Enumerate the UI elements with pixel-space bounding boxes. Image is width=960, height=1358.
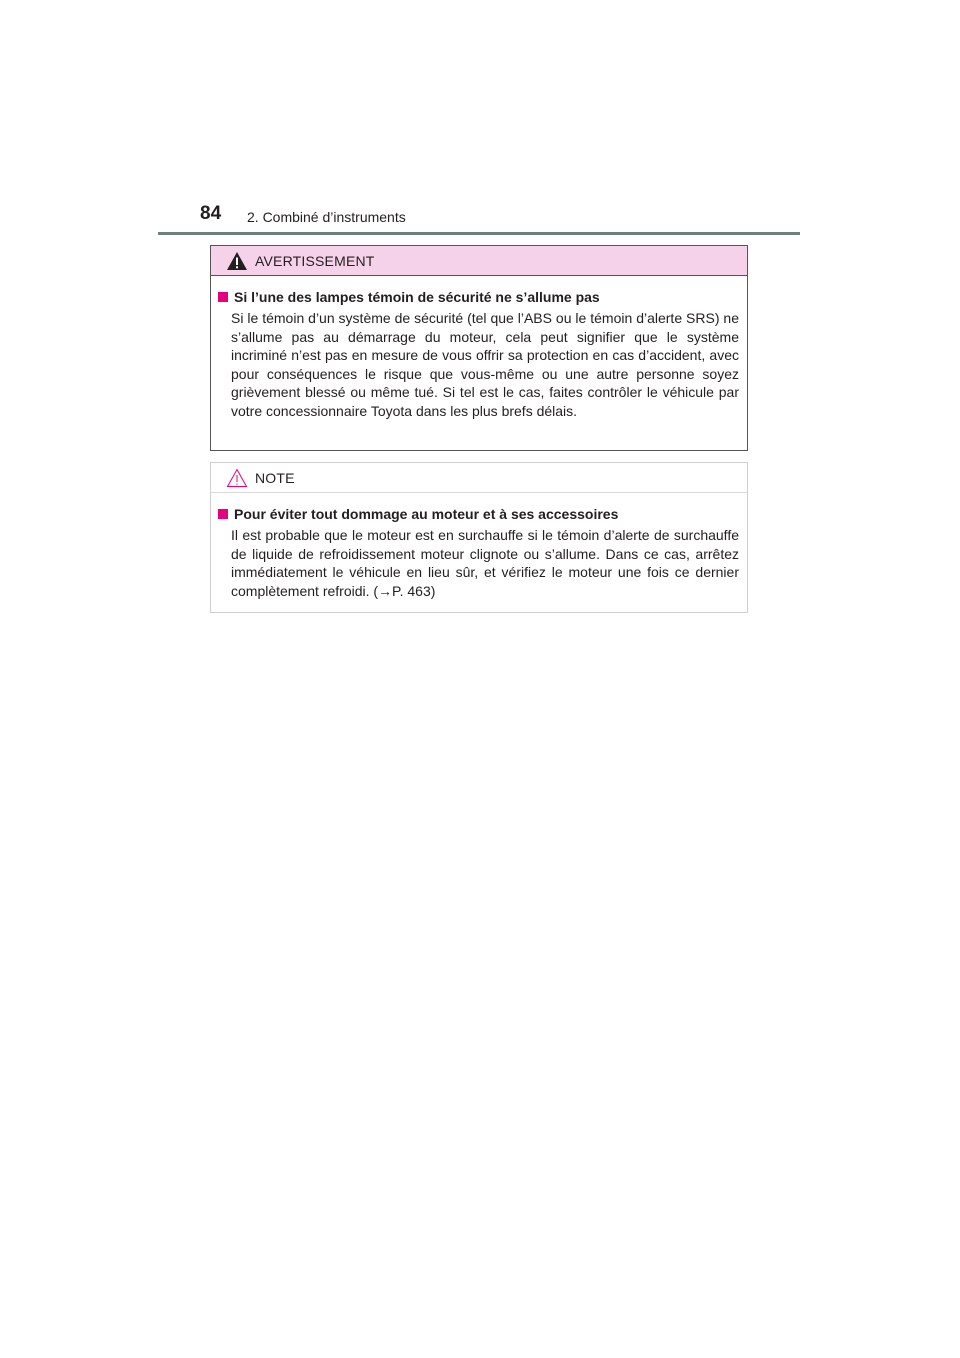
warning-item-text: Si le témoin d’un système de sécurité (tel que l’ABS ou le témoin d’alerte SRS) ne s’allume pas au démarrage du moteur, cela peut signifier que le système incriminé n’est pas en mesure de vous offrir sa protection en cas d’accident, avec pour conséquences le risque que vous-même ou une autre personne soyez grièvement blessé ou même tué. Si tel est le cas, faites contrôler le véhicule par votre concessionnaire Toyota dans les plus brefs délais. bbox=[231, 310, 739, 419]
warning-header bbox=[211, 246, 747, 276]
warning-triangle-icon bbox=[226, 251, 248, 271]
warning-label: AVERTISSEMENT bbox=[255, 252, 375, 269]
section-title: 2. Combiné d’instruments bbox=[247, 209, 406, 225]
caution-triangle-outline-icon bbox=[226, 468, 248, 488]
note-item-title-row bbox=[218, 505, 739, 523]
square-bullet-icon bbox=[218, 292, 228, 302]
page-number: 84 bbox=[200, 203, 222, 224]
warning-item-title-row bbox=[218, 288, 739, 306]
note-item-title: Pour éviter tout dommage au moteur et à ses accessoires bbox=[234, 506, 619, 522]
header-rule bbox=[158, 232, 800, 235]
note-label: NOTE bbox=[255, 469, 295, 486]
note-box bbox=[210, 462, 748, 613]
note-header bbox=[211, 463, 747, 493]
warning-item-title: Si l’une des lampes témoin de sécurité ne s’allume pas bbox=[234, 289, 600, 305]
note-item-text: Il est probable que le moteur est en surchauffe si le témoin d’alerte de surchauffe de liquide de refroidissement moteur clignote ou s’allume. Dans ce cas, arrêtez immédiatement le véhicule en lieu sûr, et vérifiez le moteur une fois ce dernier complètement refroidi. (→P. 463) bbox=[231, 527, 739, 599]
square-bullet-icon bbox=[218, 509, 228, 519]
warning-box bbox=[210, 245, 748, 451]
